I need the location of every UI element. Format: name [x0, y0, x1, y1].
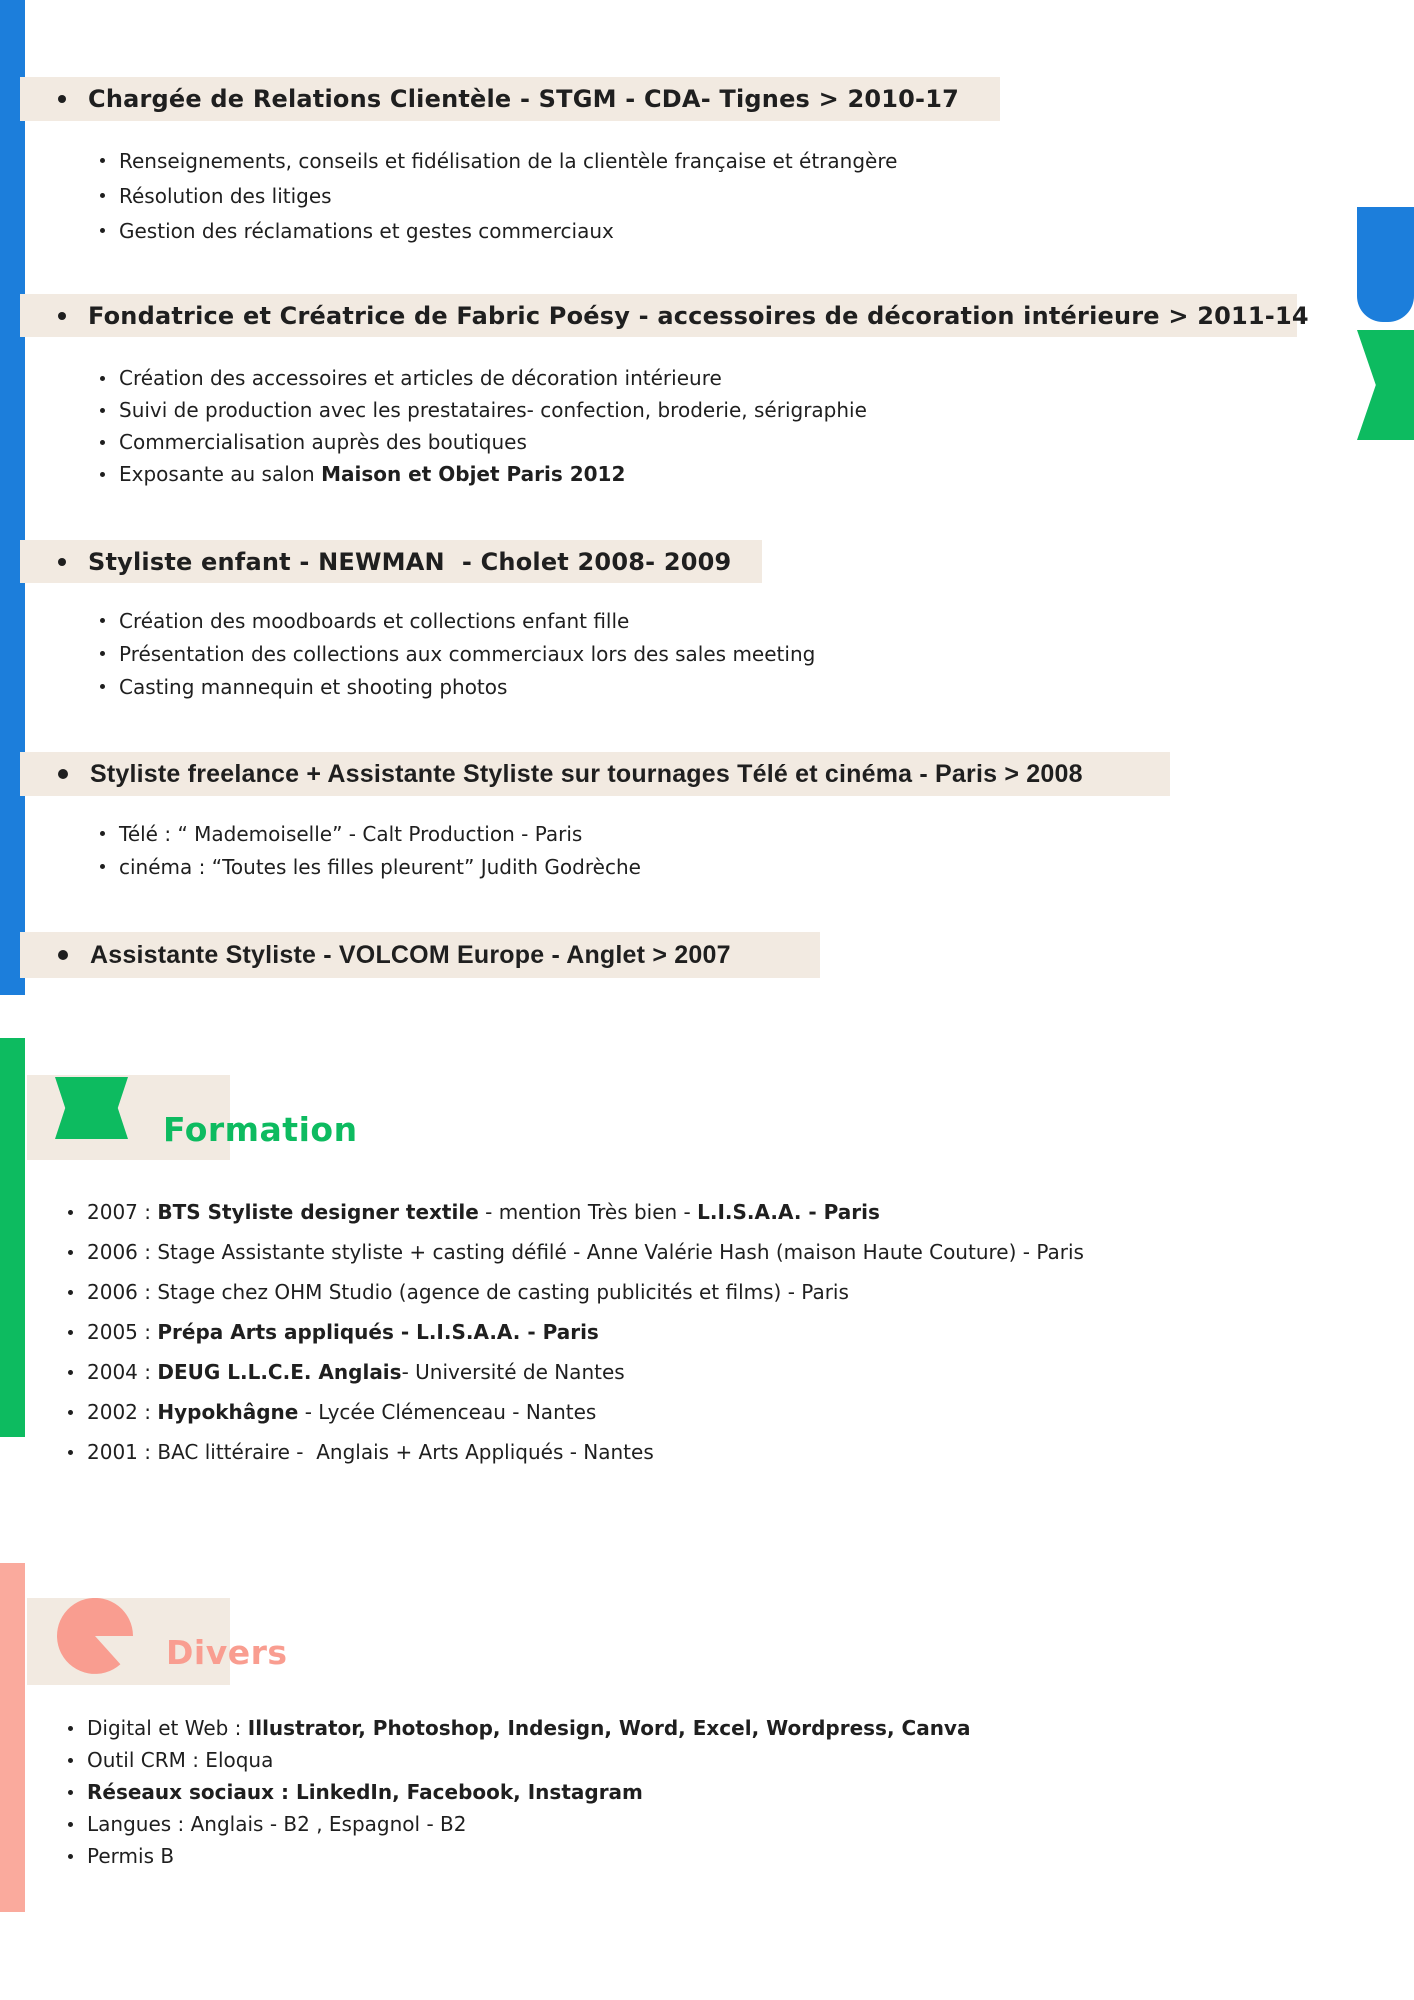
list-item	[100, 143, 897, 178]
left-accent-bar-green	[0, 1038, 25, 1437]
list-item-text: 2004 : DEUG L.L.C.E. Anglais- Université de Nantes	[87, 1360, 625, 1384]
list-item-text: 2002 : Hypokhâgne - Lycée Clémenceau - Nantes	[87, 1400, 597, 1424]
list-item	[68, 1712, 970, 1744]
job-title-text: Styliste freelance + Assistante Styliste sur tournages Télé et cinéma - Paris > 2008	[90, 759, 1083, 788]
bullet-icon	[58, 312, 66, 320]
list-item-text: Présentation des collections aux commerciaux lors des sales meeting	[119, 641, 816, 666]
job-title-5	[20, 932, 820, 978]
list-item-text: Réseaux sociaux : LinkedIn, Facebook, Instagram	[87, 1780, 643, 1804]
bullet-icon	[68, 1210, 73, 1215]
list-item	[68, 1352, 1084, 1392]
bullet-icon	[100, 472, 105, 477]
formation-list	[68, 1192, 1084, 1472]
list-item	[68, 1272, 1084, 1312]
bullet-icon	[68, 1370, 73, 1375]
list-item-text: Commercialisation auprès des boutiques	[119, 430, 527, 454]
pacman-shape	[57, 1598, 133, 1674]
bullet-icon	[68, 1726, 73, 1731]
list-item	[100, 426, 867, 458]
list-item-text: Langues : Anglais - B2 , Espagnol - B2	[87, 1812, 467, 1836]
divers-section-title: Divers	[166, 1633, 288, 1672]
list-item-text: Résolution des litiges	[119, 183, 332, 208]
list-item	[68, 1808, 970, 1840]
list-item	[100, 213, 897, 248]
list-item-text: 2006 : Stage Assistante styliste + casting défilé - Anne Valérie Hash (maison Haute Couture) - Paris	[87, 1240, 1084, 1264]
bullet-icon	[68, 1450, 73, 1455]
list-item	[68, 1744, 970, 1776]
list-item-text: 2006 : Stage chez OHM Studio (agence de casting publicités et films) - Paris	[87, 1280, 849, 1304]
bullet-icon	[58, 558, 66, 566]
list-item-text: Outil CRM : Eloqua	[87, 1748, 274, 1772]
list-item	[100, 637, 815, 670]
bullet-icon	[58, 950, 68, 960]
bullet-icon	[100, 158, 105, 163]
bullet-icon	[68, 1250, 73, 1255]
list-item-text: Digital et Web : Illustrator, Photoshop, Indesign, Word, Excel, Wordpress, Canva	[87, 1716, 971, 1740]
list-item-text: Gestion des réclamations et gestes commerciaux	[119, 218, 614, 243]
list-item	[100, 362, 867, 394]
list-item	[100, 604, 815, 637]
job-2-bullet-list	[100, 362, 867, 490]
bullet-icon	[100, 408, 105, 413]
list-item	[100, 670, 815, 703]
bullet-icon	[58, 95, 66, 103]
job-title-2	[20, 294, 1309, 337]
bullet-icon	[100, 864, 105, 869]
list-item	[100, 817, 641, 850]
rounded-tab-shape	[1357, 207, 1414, 322]
bullet-icon	[100, 651, 105, 656]
list-item	[68, 1192, 1084, 1232]
job-4-bullet-list	[100, 817, 641, 883]
bullet-icon	[68, 1290, 73, 1295]
list-item	[68, 1392, 1084, 1432]
job-title-3	[20, 540, 762, 583]
list-item-text: Création des moodboards et collections enfant fille	[119, 608, 630, 633]
list-item-text: 2007 : BTS Styliste designer textile - mention Très bien - L.I.S.A.A. - Paris	[87, 1200, 880, 1224]
job-1-bullet-list	[100, 143, 897, 248]
job-title-text: Fondatrice et Créatrice de Fabric Poésy - accessoires de décoration intérieure > 2011-14	[88, 301, 1309, 330]
bullet-icon	[68, 1822, 73, 1827]
list-item-text: Télé : “ Mademoiselle” - Calt Production - Paris	[119, 821, 583, 846]
job-title-text: Styliste enfant - NEWMAN - Cholet 2008- 2009	[88, 547, 732, 576]
list-item-text: Création des accessoires et articles de décoration intérieure	[119, 366, 722, 390]
bullet-icon	[100, 193, 105, 198]
notched-flag-shape	[1357, 330, 1414, 440]
list-item	[100, 394, 867, 426]
list-item	[100, 458, 867, 490]
list-item	[68, 1232, 1084, 1272]
list-item-text: Casting mannequin et shooting photos	[119, 674, 508, 699]
list-item-text: 2005 : Prépa Arts appliqués - L.I.S.A.A. - Paris	[87, 1320, 599, 1344]
list-item	[68, 1432, 1084, 1472]
job-title-text: Assistante Styliste - VOLCOM Europe - Anglet > 2007	[90, 940, 731, 969]
list-item-text: Suivi de production avec les prestataires- confection, broderie, sérigraphie	[119, 398, 867, 422]
bullet-icon	[68, 1758, 73, 1763]
bullet-icon	[100, 228, 105, 233]
list-item-text: Exposante au salon Maison et Objet Paris 2012	[119, 462, 626, 486]
job-title-text: Chargée de Relations Clientèle - STGM - CDA- Tignes > 2010-17	[88, 85, 960, 113]
list-item-text: 2001 : BAC littéraire - Anglais + Arts Appliqués - Nantes	[87, 1440, 654, 1464]
left-accent-bar-blue	[0, 0, 25, 995]
list-item	[100, 178, 897, 213]
bullet-icon	[100, 376, 105, 381]
bullet-icon	[58, 769, 68, 779]
bullet-icon	[100, 831, 105, 836]
list-item-text: Renseignements, conseils et fidélisation de la clientèle française et étrangère	[119, 148, 898, 173]
left-accent-bar-pink	[0, 1563, 25, 1912]
job-3-bullet-list	[100, 604, 815, 703]
pacman-icon	[57, 1598, 133, 1674]
list-item	[68, 1840, 970, 1872]
bullet-icon	[100, 618, 105, 623]
formation-section-title: Formation	[163, 1110, 358, 1149]
list-item-text: cinéma : “Toutes les filles pleurent” Judith Godrèche	[119, 854, 641, 879]
list-item	[68, 1776, 970, 1808]
list-item	[100, 850, 641, 883]
hourglass-icon	[55, 1077, 128, 1139]
bullet-icon	[100, 684, 105, 689]
divers-list	[68, 1712, 970, 1872]
list-item-text: Permis B	[87, 1844, 175, 1868]
job-title-1	[20, 77, 1000, 121]
bullet-icon	[68, 1410, 73, 1415]
bullet-icon	[68, 1330, 73, 1335]
list-item	[68, 1312, 1084, 1352]
bullet-icon	[68, 1790, 73, 1795]
bullet-icon	[68, 1854, 73, 1859]
bullet-icon	[100, 440, 105, 445]
job-title-4	[20, 752, 1170, 796]
